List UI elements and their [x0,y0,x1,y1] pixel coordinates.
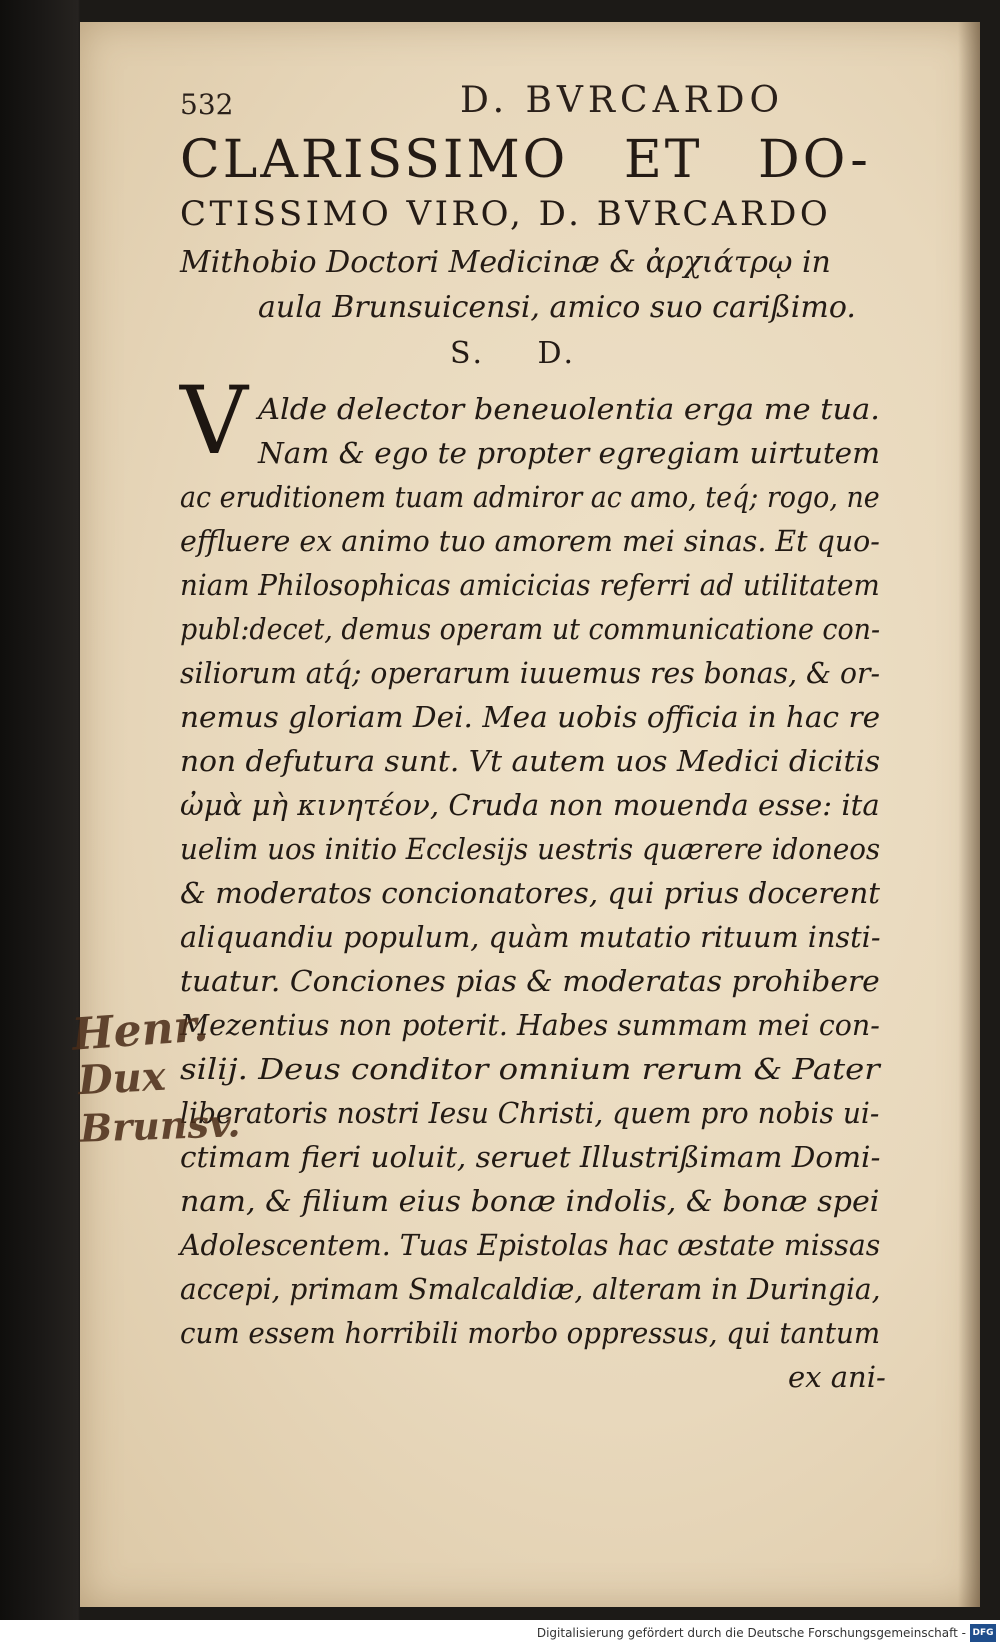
body-line: ctimam fieri uoluit, seruet Illustrißimam Domi- [180,1140,881,1174]
body-line: Adolescentem. Tuas Epistolas hac æstate missas [180,1228,881,1262]
catchword: ex ani- [788,1360,886,1394]
page-number: 532 [180,88,234,121]
heading-line-3: Mithobio Doctori Medicinæ & ἀρχιάτρῳ in [180,245,831,280]
body-line: accepi, primam Smalcaldiæ, alteram in Duringia, [180,1272,881,1306]
page-edge-shadow [958,22,980,1607]
body-line: tuatur. Conciones pias & moderatas prohibere [180,964,880,998]
body-line: niam Philosophicas amicicias referri ad utilitatem [180,568,880,602]
body-line: Mezentius non poterit. Habes summam mei con- [180,1008,880,1042]
body-line: ac eruditionem tuam admiror ac amo, teq́; rogo, ne [180,480,880,514]
running-head [180,68,860,128]
body-line: effluere ex animo tuo amorem mei sinas. Et quo- [180,524,880,558]
heading-line-4: aula Brunsuicensi, amico suo carißimo. [258,290,856,325]
salutation: S. D. [450,336,577,371]
footer-text: Digitalisierung gefördert durch die Deutsche Forschungsgemeinschaft - [536,1626,966,1640]
body-line: publ:decet, demus operam ut communicatione con- [180,612,881,646]
body-line: ὠμὰ μὴ κινητέον, Cruda non mouenda esse: ita [180,788,880,822]
body-line: & moderatos concionatores, qui prius docerent [180,876,881,910]
body-line: Alde delector beneuolentia erga me tua. [258,392,880,426]
body-line: Nam & ego te propter egregiam uirtutem [258,436,881,470]
heading-line-2: CTISSIMO VIRO, D. BVRCARDO [180,194,832,234]
body-line: aliquandiu populum, quàm mutatio rituum insti- [180,920,881,954]
dfg-logo: DFG [970,1624,996,1642]
body-line: liberatoris nostri Iesu Christi, quem pro nobis ui- [180,1096,880,1130]
body-line: siliorum atq́; operarum iuuemus res bonas, & or- [180,656,881,690]
margin-note-line: Brunsv. [79,1100,242,1151]
running-title: D. BVRCARDO [460,80,785,121]
heading-line-1: CLARISSIMO ET DO- [180,130,871,190]
body-line: nam, & filium eius bonæ indolis, & bonæ spei [180,1184,880,1218]
body-line: nemus gloriam Dei. Mea uobis officia in hac re [180,700,881,734]
body-line: non defutura sunt. Vt autem uos Medici dicitis [180,744,881,778]
drop-cap: V [180,367,248,476]
body-line: uelim uos initio Ecclesijs uestris quærere idoneos [180,832,881,866]
handwritten-margin-note [0,1000,260,1155]
margin-note-line: Henr. [70,1000,210,1061]
margin-note-line: Dux [76,1052,167,1105]
body-line: silij. Deus conditor omnium rerum & Pater [180,1052,880,1086]
digitization-footer [0,1620,1000,1648]
body-line: cum essem horribili morbo oppressus, qui tantum [180,1316,881,1350]
